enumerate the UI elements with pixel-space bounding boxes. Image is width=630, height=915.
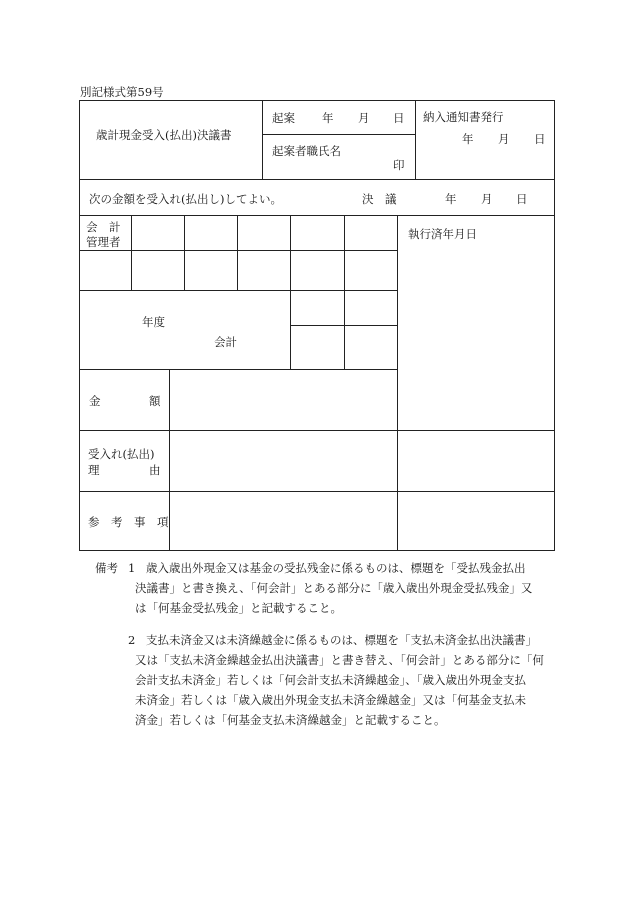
decision-day: 日 <box>516 192 528 206</box>
draft-year: 年 <box>322 111 334 125</box>
amount-label-char1: 金 <box>89 394 101 408</box>
accountant-label-line1: 会 計 <box>86 220 121 234</box>
amount-label-char2: 額 <box>149 394 161 408</box>
note-2-line-5: 済金」若しくは「何基金支払未済繰越金」と記載すること。 <box>135 713 446 727</box>
executed-date-label: 執行済年月日 <box>408 227 477 241</box>
seal-mark: 印 <box>393 158 405 172</box>
drafter-label: 起案者職氏名 <box>272 144 341 158</box>
note-2-number: 2 <box>128 633 136 647</box>
decision-year: 年 <box>445 192 457 206</box>
note-1-line-3: は「何基金受払残金」と記載すること。 <box>135 601 342 615</box>
fiscal-year-label: 年度 <box>142 315 165 329</box>
form-title: 歳計現金受入(払出)決議書 <box>96 128 232 142</box>
decision-month: 月 <box>481 192 493 206</box>
draft-day: 日 <box>393 111 405 125</box>
reason-label-char1: 理 <box>88 463 100 477</box>
note-2-line-2: 又は「支払未済金繰越金払出決議書」と書き替え、「何会計」とある部分に「何 <box>135 653 544 667</box>
note-2-line-3: 会計支払未済金」若しくは「何会計支払未済繰越金」、「歳入歳出外現金支払 <box>135 673 526 687</box>
note-2-line-4: 未済金」若しくは「歳入歳出外現金支払未済金繰越金」又は「何基金支払未 <box>135 693 526 707</box>
decision-label: 決 議 <box>362 192 397 206</box>
note-1-number: 1 <box>128 561 136 575</box>
form-number: 別記様式第59号 <box>80 85 164 99</box>
note-2-line-1: 支払未済金又は未済繰越金に係るものは、標題を「支払未済金払出決議書」 <box>146 633 537 647</box>
decision-statement: 次の金額を受入れ(払出し)してよい。 <box>89 192 282 206</box>
draft-month: 月 <box>358 111 370 125</box>
account-label: 会計 <box>214 335 237 349</box>
accountant-label-line2: 管理者 <box>86 235 121 249</box>
notice-day: 日 <box>534 132 546 146</box>
notice-month: 月 <box>498 132 510 146</box>
draft-label: 起案 <box>272 111 295 125</box>
notes-label: 備考 <box>95 561 118 575</box>
remarks-label: 参 考 事 項 <box>88 515 169 529</box>
notice-year: 年 <box>462 132 474 146</box>
reason-label-char2: 由 <box>149 463 161 477</box>
notice-issued-label: 納入通知書発行 <box>423 110 504 124</box>
reason-label-line1: 受入れ(払出) <box>88 447 155 461</box>
note-1-line-1: 歳入歳出外現金又は基金の受払残金に係るものは、標題を「受払残金払出 <box>146 561 526 575</box>
note-1-line-2: 決議書」と書き換え、「何会計」とある部分に「歳入歳出外現金受払残金」又 <box>135 581 533 595</box>
